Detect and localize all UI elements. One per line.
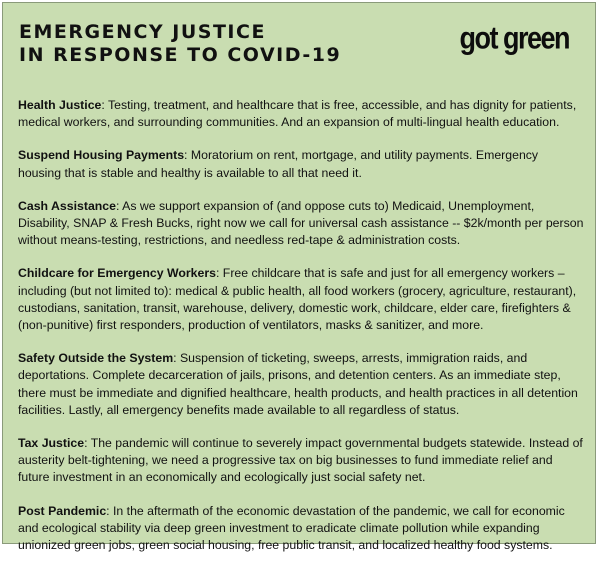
section-suspend-housing-payments xyxy=(18,147,584,181)
poster xyxy=(2,2,596,553)
got-green-logo: got green xyxy=(459,21,569,56)
title-line-1: EMERGENCY JUSTICE xyxy=(19,21,266,43)
section-safety-outside-system xyxy=(18,350,584,419)
section-body: : The pandemic will continue to severely impact governmental budgets statewide. Instead of austerity belt-tightening, we need a progressive tax on big businesses to fund immediate relief and future investment in an economically and ecologically just social safety net. xyxy=(18,436,583,485)
section-heading: Cash Assistance xyxy=(18,198,116,213)
section-heading: Safety Outside the System xyxy=(18,351,174,366)
section-heading: Health Justice xyxy=(18,98,102,112)
page-title xyxy=(19,21,341,67)
section-heading: Post Pandemic xyxy=(18,503,107,518)
section-body: : As we support expansion of (and oppose cuts to) Medicaid, Unemployment, Disability, SNAP & Fresh Bucks, right now we call for universal cash assistance -- $2k/month per person without means-testing, restrictions, and needless red-tape & administration costs. xyxy=(18,198,584,248)
section-health-justice xyxy=(18,97,584,131)
section-body: : Suspension of ticketing, sweeps, arrests, immigration raids, and deportations. Complete decarceration of jails, prisons, and detention centers. As an immediate step, there must be immediate and dignified healthcare, health products, and health practices in all detention facilities. Lastly, all emergency benefits made available to all regardless of status. xyxy=(18,351,578,417)
header xyxy=(19,21,579,71)
section-childcare xyxy=(18,265,584,334)
section-post-pandemic xyxy=(18,503,584,555)
demands-list xyxy=(18,97,584,570)
section-body: : Testing, treatment, and healthcare that is free, accessible, and has dignity for patients, medical workers, and surrounding communities. And an expansion of multi-lingual health education. xyxy=(18,98,577,130)
section-body: : Free childcare that is safe and just for all emergency workers – including (but not limited to): medical & public health, all food workers (grocery, agriculture, restaurant), custodians, sanitation, transit, warehouse, delivery, domestic work, childcare, elder care, firefighters & (non-punitive) first responders, production of ventilators, masks & sanitizer, and more. xyxy=(18,266,577,333)
title-line-2: IN RESPONSE TO COVID-19 xyxy=(19,44,342,66)
section-body: : Moratorium on rent, mortgage, and utility payments. Emergency housing that is stable and healthy is available to all that need it. xyxy=(18,148,539,180)
section-body: : In the aftermath of the economic devastation of the pandemic, we call for economic and ecological stability via deep green investment to eradicate climate pollution while expanding unionized green jobs, green social housing, free public transit, and localized healthy food systems. xyxy=(18,503,565,553)
section-heading: Suspend Housing Payments xyxy=(18,148,185,163)
section-heading: Tax Justice xyxy=(18,436,85,451)
section-tax-justice xyxy=(18,435,584,487)
section-heading: Childcare for Emergency Workers xyxy=(18,266,216,281)
section-cash-assistance xyxy=(18,198,584,250)
